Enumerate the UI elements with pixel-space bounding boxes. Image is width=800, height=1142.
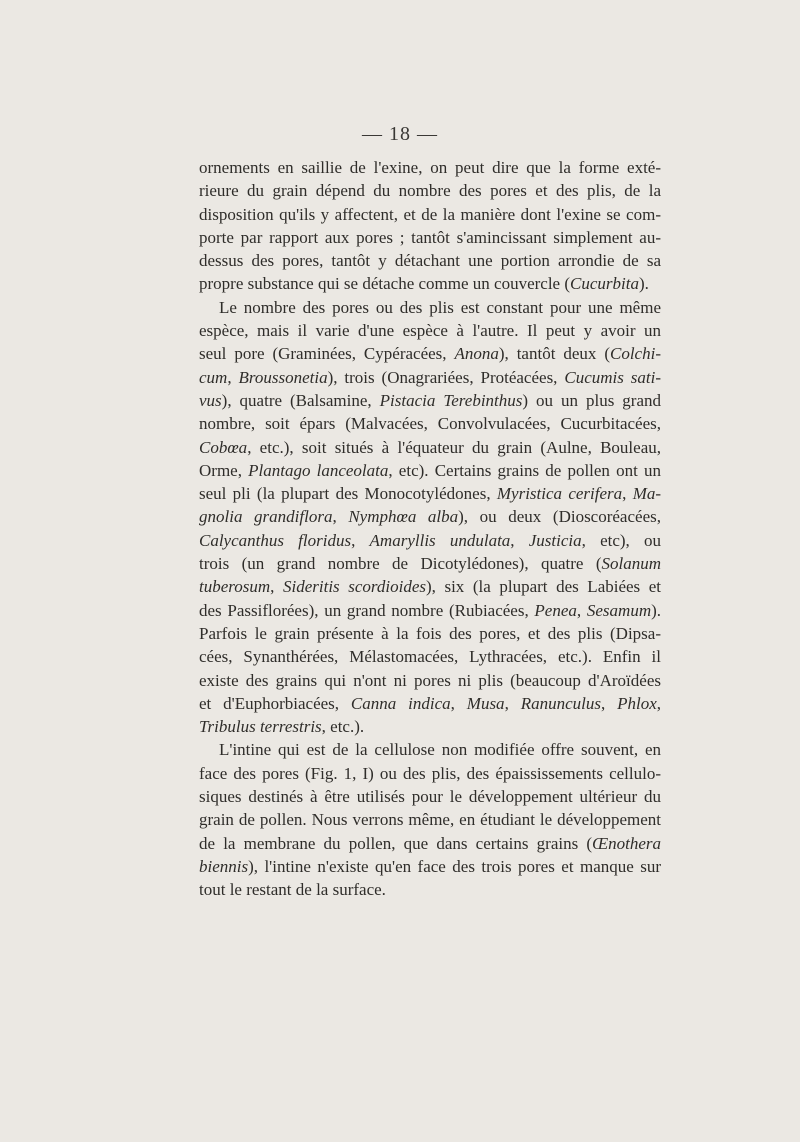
text-line [199, 412, 661, 435]
text-line [199, 156, 661, 179]
italic-run: Solanum [601, 554, 661, 574]
italic-run: Anona [454, 344, 499, 364]
italic-run: cum [199, 367, 228, 387]
italic-run: Broussonetia [238, 367, 328, 387]
body-text [199, 156, 661, 902]
italic-run: Plantago lanceolata [248, 460, 389, 480]
text-run: , [450, 693, 467, 713]
text-run: ), ou deux (Dioscoréacées, [458, 507, 661, 527]
text-line [199, 855, 661, 878]
text-run: disposition qu'ils y affectent, et de la manière dont l'exine se com- [199, 204, 661, 224]
text-run: ), six (la plupart des Labiées et [425, 577, 662, 597]
text-line [199, 645, 661, 668]
italic-run: Cobœa [199, 437, 248, 457]
italic-run: Amaryllis undulata [369, 530, 511, 550]
text-run: Orme, [199, 460, 249, 480]
text-run: , etc.), soit situés à l'équateur du grain (Aulne, Bouleau, [247, 437, 661, 457]
text-run: seul pli (la plupart des Monocotylédones, [199, 484, 497, 504]
text-line [199, 575, 661, 598]
text-line [199, 203, 661, 226]
page-number: — 18 — [362, 123, 438, 145]
text-run: Parfois le grain présente à la fois des pores, et des plis (Dipsa- [199, 623, 661, 643]
italic-run: Œnothera [592, 833, 661, 853]
text-line [199, 342, 661, 365]
text-run: face des pores (Fig. 1, I) ou des plis, des épaississements cellulo- [199, 763, 661, 783]
text-run: et d'Euphorbiacées, [199, 693, 351, 713]
text-line [199, 878, 661, 901]
text-run: cées, Synanthérées, Mélastomacées, Lythracées, etc.). Enfin il [199, 647, 661, 667]
text-run: seul pore (Graminées, Cypéracées, [199, 344, 455, 364]
text-line [199, 529, 661, 552]
italic-run: gnolia grandiflora [199, 507, 333, 527]
text-run: existe des grains qui n'ont ni pores ni plis (beaucoup d'Aroïdées [199, 670, 661, 690]
text-run: ), l'intine n'existe qu'en face des trois pores et manque sur [248, 856, 661, 876]
text-run: ). [638, 274, 649, 294]
italic-run: Justicia [528, 530, 582, 550]
text-run: des Passiflorées), un grand nombre (Rubiacées, [199, 600, 535, 620]
text-run: ), trois (Onagrariées, Protéacées, [327, 367, 565, 387]
text-run: ), tantôt deux ( [498, 344, 610, 364]
text-run: , etc), ou [581, 530, 662, 550]
text-run: , [622, 484, 633, 504]
text-line [199, 296, 661, 319]
italic-run: tuberosum [199, 577, 271, 597]
italic-run: Tribulus terrestris [199, 717, 322, 737]
text-line [199, 599, 661, 622]
italic-run: Cucurbita [570, 274, 639, 294]
italic-run: Cucumis sati- [564, 367, 661, 387]
text-run: ) ou un plus grand [522, 390, 661, 410]
text-run: ). [651, 600, 662, 620]
text-line [199, 179, 661, 202]
text-line [199, 738, 661, 761]
italic-run: Canna indica [350, 693, 451, 713]
text-run: , [656, 693, 662, 713]
italic-run: vus [199, 390, 222, 410]
text-line [199, 808, 661, 831]
text-run: nombre, soit épars (Malvacées, Convolvulacées, Cucurbitacées, [199, 414, 661, 434]
text-line [199, 785, 661, 808]
text-run: tout le restant de la surface. [199, 880, 386, 900]
italic-run: Musa [466, 693, 505, 713]
text-line [199, 832, 661, 855]
text-run: , [332, 507, 349, 527]
text-run: de la membrane du pollen, que dans certains grains ( [199, 833, 593, 853]
text-line [199, 319, 661, 342]
text-line [199, 692, 661, 715]
text-run: propre substance qui se détache comme un couvercle ( [199, 274, 571, 294]
text-run: , etc.). [321, 717, 365, 737]
text-run: , etc). Certains grains de pollen ont un [388, 460, 661, 480]
italic-run: Sesamum [586, 600, 652, 620]
italic-run: Calycanthus floridus [199, 530, 352, 550]
text-run: , [351, 530, 370, 550]
paragraph [199, 156, 661, 296]
text-run: porte par rapport aux pores ; tantôt s'amincissant simplement au- [199, 227, 661, 247]
text-line [199, 226, 661, 249]
text-run: , [600, 693, 618, 713]
text-line [199, 366, 661, 389]
text-line [199, 389, 661, 412]
text-line [199, 762, 661, 785]
paragraph [199, 296, 661, 739]
text-run: espèce, mais il varie d'une espèce à l'autre. Il peut y avoir un [199, 321, 661, 341]
text-run: trois (un grand nombre de Dicotylédones), quatre ( [199, 554, 602, 574]
italic-run: Penea [534, 600, 577, 620]
italic-run: Sideritis scordioides [282, 577, 426, 597]
text-run: Le nombre des pores ou des plis est constant pour une même [219, 297, 661, 317]
text-line [199, 459, 661, 482]
text-run: , [270, 577, 283, 597]
text-run: siques destinés à être utilisés pour le développement ultérieur du [199, 787, 661, 807]
italic-run: Ranunculus [520, 693, 601, 713]
italic-run: Ma- [632, 484, 662, 504]
text-line [199, 715, 661, 738]
text-run: dessus des pores, tantôt y détachant une portion arrondie de sa [199, 251, 661, 271]
text-run: L'intine qui est de la cellulose non modifiée offre souvent, en [219, 740, 661, 760]
text-run: , [510, 530, 529, 550]
text-line [199, 482, 661, 505]
italic-run: Nymphœa alba [348, 507, 459, 527]
text-run: grain de pollen. Nous verrons même, en étudiant le développement [199, 810, 661, 830]
text-run: ornements en saillie de l'exine, on peut dire que la forme exté- [199, 158, 661, 177]
italic-run: Myristica cerifera [496, 484, 623, 504]
italic-run: biennis [199, 856, 249, 876]
text-line [199, 552, 661, 575]
italic-run: Phlox [617, 693, 657, 713]
text-run: , [576, 600, 587, 620]
text-run: ), quatre (Balsamine, [221, 390, 380, 410]
text-line [199, 622, 661, 645]
italic-run: Pistacia Terebinthus [379, 390, 523, 410]
text-line [199, 272, 661, 295]
italic-run: Colchi- [610, 344, 661, 364]
text-line [199, 669, 661, 692]
text-run: rieure du grain dépend du nombre des pores et des plis, de la [199, 181, 661, 201]
text-run: , [504, 693, 521, 713]
paragraph [199, 738, 661, 901]
text-line [199, 249, 661, 272]
text-line [199, 505, 661, 528]
text-run: , [227, 367, 239, 387]
text-line [199, 436, 661, 459]
